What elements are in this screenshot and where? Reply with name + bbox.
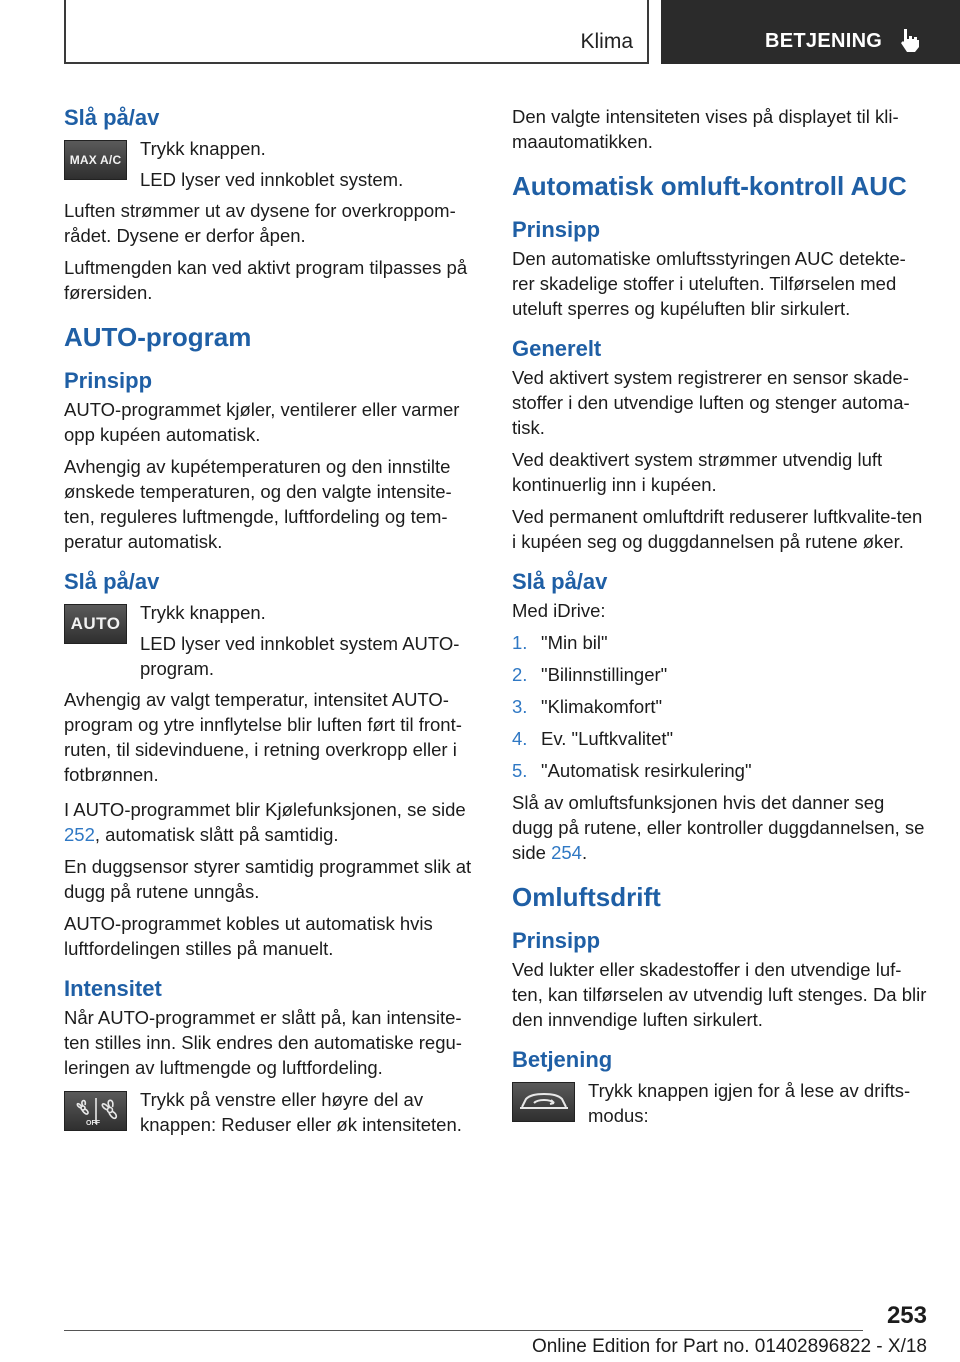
paragraph: AUTO-programmet kjøler, ventilerer eller varmer opp kupéen automatisk. xyxy=(64,399,460,445)
paragraph: En duggsensor styrer samtidig programmet slik at dugg på rutene unngås. xyxy=(64,856,472,902)
list-item: 2. "Bilinnstillinger" xyxy=(512,664,668,685)
instruction-text: Trykk knappen igjen for å lese av drifts-modus: xyxy=(588,1080,911,1126)
section-title-recirculation: Omluftsdrift xyxy=(512,882,661,912)
right-column xyxy=(512,104,928,1134)
hand-pointer-icon xyxy=(897,27,923,53)
subsection-title-principle: Prinsipp xyxy=(512,928,601,953)
fan-intensity-icon xyxy=(64,1091,127,1131)
section-title-onoff-maxac: Slå på/av xyxy=(64,105,160,130)
instruction-text: Trykk knappen. xyxy=(140,602,266,623)
instruction-text: LED lyser ved innkoblet system. xyxy=(140,169,404,190)
page-number: 253 xyxy=(886,1302,927,1329)
paragraph: Ved lukter eller skadestoffer i den utvendige luf-ten, kan tilførselen av utvendig luft stenges. Da blir den innvendige luften sirkulert. xyxy=(512,959,927,1030)
subsection-title-intensity: Intensitet xyxy=(64,976,162,1001)
subsection-title-onoff-auc: Slå på/av xyxy=(512,569,608,594)
max-ac-button-icon: MAX A/C xyxy=(64,140,127,180)
section-title-auc: Automatisk omluft-kontroll AUC xyxy=(512,171,907,201)
paragraph: AUTO-programmet kobles ut automatisk hvis luftfordelingen stilles på manuelt. xyxy=(64,913,433,959)
idrive-steps-list xyxy=(512,630,928,783)
paragraph: Den automatiske omluftsstyringen AUC detekte-rer skadelige stoffer i uteluften. Tilførselen med uteluft sperres og kupéluften blir sirkulert. xyxy=(512,248,906,319)
header-chapter-title: BETJENING xyxy=(765,30,883,52)
auto-button-icon: AUTO xyxy=(64,604,127,644)
subsection-title-principle: Prinsipp xyxy=(64,368,153,393)
list-item: 3. "Klimakomfort" xyxy=(512,696,663,717)
paragraph: Ved deaktivert system strømmer utvendig luft kontinuerlig inn i kupéen. xyxy=(512,449,883,495)
subsection-title-general: Generelt xyxy=(512,336,602,361)
list-item: 1. "Min bil" xyxy=(512,632,608,653)
header-section-box xyxy=(64,0,649,64)
maxac-instruction xyxy=(64,136,479,192)
section-title-auto-program: AUTO-program xyxy=(64,322,252,352)
header-section-title: Klima xyxy=(580,30,633,53)
subsection-title-onoff-auto: Slå på/av xyxy=(64,569,160,594)
list-item: 5. "Automatisk resirkulering" xyxy=(512,760,752,781)
subsection-title-operation: Betjening xyxy=(512,1047,613,1072)
intensity-instruction xyxy=(64,1087,479,1137)
svg-text:OFF: OFF xyxy=(85,1120,100,1127)
instruction-text: Trykk på venstre eller høyre del av knappen: Reduser eller øk intensiteten. xyxy=(140,1089,462,1135)
subsection-title-principle: Prinsipp xyxy=(512,217,601,242)
instruction-text: LED lyser ved innkoblet system AUTO-program. xyxy=(140,633,460,679)
paragraph: Med iDrive: xyxy=(512,600,606,621)
page-link-254[interactable]: 254 xyxy=(551,842,582,863)
left-column xyxy=(64,104,479,1143)
paragraph: Når AUTO-programmet er slått på, kan intensite-ten stilles inn. Slik endres den automatiske regu-leringen av luftmengde og luftfordeling. xyxy=(64,1007,462,1078)
recirculation-icon xyxy=(512,1082,575,1122)
page-link-252[interactable]: 252 xyxy=(64,824,95,845)
paragraph: Avhengig av valgt temperatur, intensitet AUTO-program og ytre innflytelse blir luften ført til front-ruten, til sidevinduene, i retning overkropp eller i fotbrønnen. xyxy=(64,689,462,785)
paragraph: Ved permanent omluftdrift reduserer luftkvalite-ten i kupéen seg og duggdannelsen på rutene øker. xyxy=(512,506,923,552)
paragraph: Luften strømmer ut av dysene for overkroppom-rådet. Dysene er derfor åpen. xyxy=(64,200,456,246)
paragraph: I AUTO-programmet blir Kjølefunksjonen, se side 252, automatisk slått på samtidig. xyxy=(64,799,466,845)
paragraph: Ved aktivert system registrerer en sensor skade-stoffer i den utvendige luften og stenger automa-tisk. xyxy=(512,367,910,438)
footer-divider xyxy=(64,1330,863,1331)
paragraph: Den valgte intensiteten vises på displayet til kli-maautomatikken. xyxy=(512,106,899,152)
paragraph: Avhengig av kupétemperaturen og den innstilte ønskede temperaturen, og den valgte intensite-ten, reguleres luftmengde, luftfordeling og tem-peratur automatisk. xyxy=(64,456,452,552)
paragraph: Luftmengden kan ved aktivt program tilpasses på førersiden. xyxy=(64,257,468,303)
footer-edition: Online Edition for Part no. 01402896822 - X/18 xyxy=(531,1336,927,1357)
paragraph: Slå av omluftsfunksjonen hvis det danner seg dugg på rutene, eller kontroller duggdannelsen, se side 254. xyxy=(512,792,925,863)
list-item: 4. Ev. "Luftkvalitet" xyxy=(512,728,674,749)
recirculation-instruction xyxy=(512,1078,928,1128)
auto-instruction xyxy=(64,600,479,681)
header-chapter-box xyxy=(661,0,960,64)
instruction-text: Trykk knappen. xyxy=(140,138,266,159)
